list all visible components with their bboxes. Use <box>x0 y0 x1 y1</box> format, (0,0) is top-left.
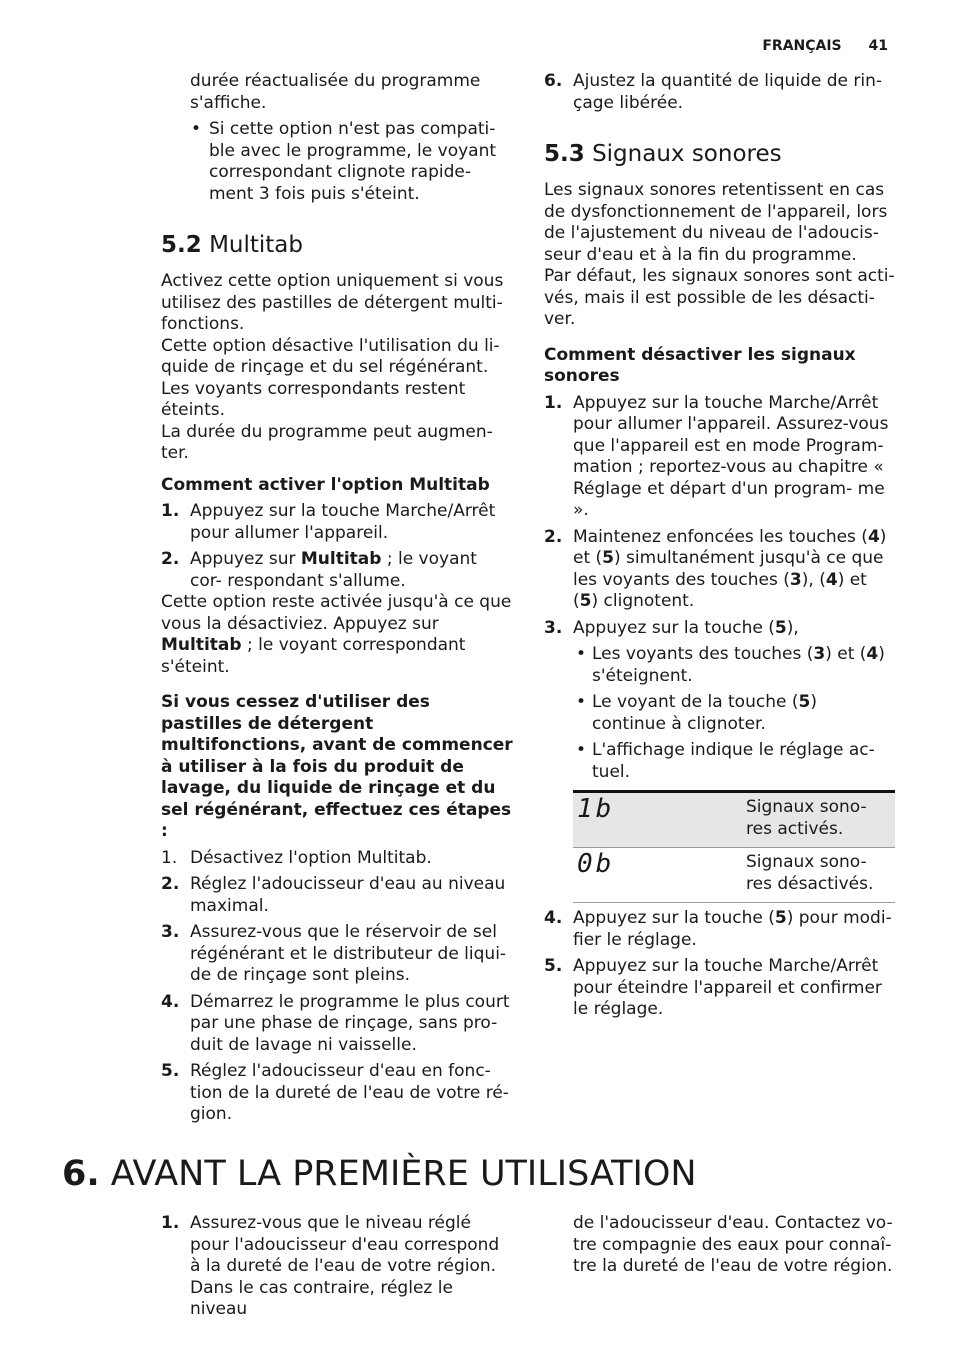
continued-text: durée réactualisée du programme s'affiche. <box>190 71 481 113</box>
step-number: 1. <box>161 501 180 521</box>
sub-bullet: • L'affichage indique le réglage ac- tuel. <box>573 740 896 783</box>
warning-heading: Si vous cessez d'utiliser des pastilles de détergent multifonctions, avant de commencer à utiliser à la fois du produit de lavage, du liquide de rinçage et du sel régénérant, effectuez ces étapes : <box>161 692 513 841</box>
chapter-number: 6. <box>62 1154 100 1194</box>
step-number: 1. <box>161 847 178 868</box>
text-run: Le voyant de la touche ( <box>592 692 799 712</box>
step-text: Démarrez le programme le plus court par une phase de rinçage, sans pro- duit de lavage ni vaisselle. <box>190 991 510 1055</box>
activate-steps <box>161 501 513 592</box>
step-bold-text: Multitab <box>300 549 382 569</box>
paragraph: Les signaux sonores retentissent en cas de dysfonctionnement de l'appareil, lors de l'ajustement du niveau de l'adoucis- seur d'eau et à la fin du programme. <box>544 180 888 265</box>
step-number: 3. <box>544 617 563 638</box>
step-number: 2. <box>161 874 180 894</box>
step-text: Appuyez sur la touche Marche/Arrêt pour allumer l'appareil. <box>190 501 496 543</box>
list-item <box>161 501 513 544</box>
key-number: 5 <box>579 591 592 611</box>
step-text: Assurez-vous que le niveau réglé pour l'adoucisseur d'eau correspond à la dureté de l'eau de votre région. Dans le cas contraire, réglez le niveau <box>190 1213 500 1319</box>
subheading-activate: Comment activer l'option Multitab <box>161 474 490 495</box>
bullet-item: • Si cette option n'est pas compati- ble avec le programme, le voyant correspondant clignote rapide- ment 3 fois puis s'éteint. <box>161 119 513 205</box>
section-number: 5.3 <box>544 141 585 167</box>
text-run: ) et ( <box>573 569 867 611</box>
text-run: Maintenez enfoncées les touches ( <box>573 526 868 547</box>
paragraph: La durée du programme peut augmen- ter. <box>161 421 493 463</box>
step-text: Appuyez sur la touche Marche/Arrêt pour éteindre l'appareil et confirmer le réglage. <box>573 956 882 1019</box>
step-text: Réglez l'adoucisseur d'eau au niveau maximal. <box>190 874 506 916</box>
stop-steps <box>161 848 513 1126</box>
key-number: 5 <box>774 908 787 928</box>
key-number: 3 <box>813 644 826 664</box>
step-number: 1. <box>161 1213 180 1233</box>
list-item <box>161 874 513 917</box>
display-table <box>573 790 895 903</box>
key-number: 5 <box>602 548 615 568</box>
step-text: Désactivez l'option Multitab. <box>190 847 432 868</box>
list-item <box>161 992 513 1057</box>
step-number: 4. <box>544 908 563 928</box>
step-number: 5. <box>544 956 563 976</box>
sub-bullet <box>573 644 896 687</box>
page-number: 41 <box>868 38 888 54</box>
step-text: ; le voyant cor- respondant s'allume. <box>190 549 477 591</box>
chapter-heading-6 <box>62 1150 697 1198</box>
page-header <box>762 38 888 54</box>
text-run: Appuyez sur la touche ( <box>573 617 775 638</box>
list-item <box>544 908 896 951</box>
deactivate-steps <box>544 393 896 784</box>
chapter6-steps <box>161 1213 513 1321</box>
text-run: Les voyants des touches ( <box>592 644 814 664</box>
step-text-continued: de l'adoucisseur d'eau. Contactez vo- tre compagnie des eaux pour connaî- tre la dureté de l'eau de votre région. <box>573 1213 893 1276</box>
list-item <box>544 956 896 1021</box>
right-column <box>544 71 896 1021</box>
table-row <box>573 848 895 903</box>
table-row <box>573 793 895 848</box>
section-title: Signaux sonores <box>592 141 782 167</box>
display-description: Signaux sono- res activés. <box>746 797 867 839</box>
text-run: ) clignotent. <box>591 591 695 611</box>
step-text: Assurez-vous que le réservoir de sel régénérant et le distributeur de liqui- de de rinçage sont pleins. <box>190 922 507 985</box>
list-item <box>544 71 896 114</box>
section-heading-5-3 <box>544 140 896 168</box>
paragraph: Activez cette option uniquement si vous utilisez des pastilles de détergent multi- fonctions. <box>161 271 504 334</box>
list-item <box>161 1213 513 1321</box>
key-number: 5 <box>798 692 811 712</box>
key-number: 4 <box>867 526 880 547</box>
key-number: 4 <box>825 569 838 590</box>
list-item <box>161 549 513 592</box>
step-text: Appuyez sur <box>190 549 301 569</box>
section-title: Multitab <box>209 232 303 258</box>
list-item <box>544 618 896 784</box>
section-number: 5.2 <box>161 232 202 258</box>
step-number: 6. <box>544 71 563 91</box>
text-run: ) et ( <box>825 644 867 664</box>
text-run: ) pour modi- fier le réglage. <box>573 908 892 950</box>
list-item <box>544 527 896 613</box>
text-run: ), <box>786 617 799 638</box>
text-run: ; le voyant correspondant s'éteint. <box>161 635 466 677</box>
subheading-deactivate: Comment désactiver les signaux sonores <box>544 344 856 386</box>
paragraph <box>161 592 513 678</box>
step-text: Ajustez la quantité de liquide de rin- çage libérée. <box>573 71 882 113</box>
text-run: ), ( <box>801 569 826 590</box>
left-column <box>161 71 513 1126</box>
text-run: ) s'éteignent. <box>592 644 885 686</box>
display-description: Signaux sono- res désactivés. <box>746 852 874 894</box>
step-number: 5. <box>161 1061 180 1081</box>
step-number: 4. <box>161 991 180 1012</box>
list-item <box>161 1061 513 1126</box>
section-heading-5-2 <box>161 231 513 259</box>
list-item <box>161 922 513 987</box>
text-run: ) simultanément jusqu'à ce que les voyants des touches ( <box>573 548 884 590</box>
display-code: 1b <box>577 794 615 824</box>
deactivate-steps-cont <box>544 908 896 1021</box>
chapter-title: AVANT LA PREMIÈRE UTILISATION <box>110 1154 697 1194</box>
step-number: 2. <box>161 549 180 569</box>
step-text: Appuyez sur la touche Marche/Arrêt pour allumer l'appareil. Assurez-vous que l'appareil est en mode Program- mation ; reportez-vous au chapitre « Réglage et départ d'un program- me ». <box>573 392 889 520</box>
list-item <box>161 848 513 870</box>
bold-text: Multitab <box>161 635 242 655</box>
display-code: 0b <box>577 849 615 879</box>
paragraph: Cette option désactive l'utilisation du li- quide de rinçage et du sel régénérant. Les voyants correspondants restent éteints. <box>161 335 500 420</box>
step-number: 3. <box>161 922 180 942</box>
text-run: ) continue à clignoter. <box>592 692 817 734</box>
step-number: 2. <box>544 526 563 547</box>
continued-steps <box>544 71 896 114</box>
key-number: 5 <box>774 617 787 638</box>
text-run: ) et ( <box>573 526 887 568</box>
step-number: 1. <box>544 392 563 413</box>
text-run: Appuyez sur la touche ( <box>573 908 775 928</box>
chapter6-right <box>573 1213 896 1278</box>
key-number: 4 <box>866 644 879 664</box>
key-number: 3 <box>789 569 802 590</box>
paragraph: Par défaut, les signaux sonores sont acti- vés, mais il est possible de les désacti- ver. <box>544 266 895 329</box>
sub-bullet <box>573 692 896 735</box>
chapter6-left <box>161 1213 513 1321</box>
list-item <box>544 393 896 522</box>
text-run: Cette option reste activée jusqu'à ce que vous la désactiviez. Appuyez sur <box>161 592 512 634</box>
header-language: FRANÇAIS <box>762 38 842 54</box>
step-text: Réglez l'adoucisseur d'eau en fonc- tion de la dureté de l'eau de votre ré- gion. <box>190 1061 509 1124</box>
